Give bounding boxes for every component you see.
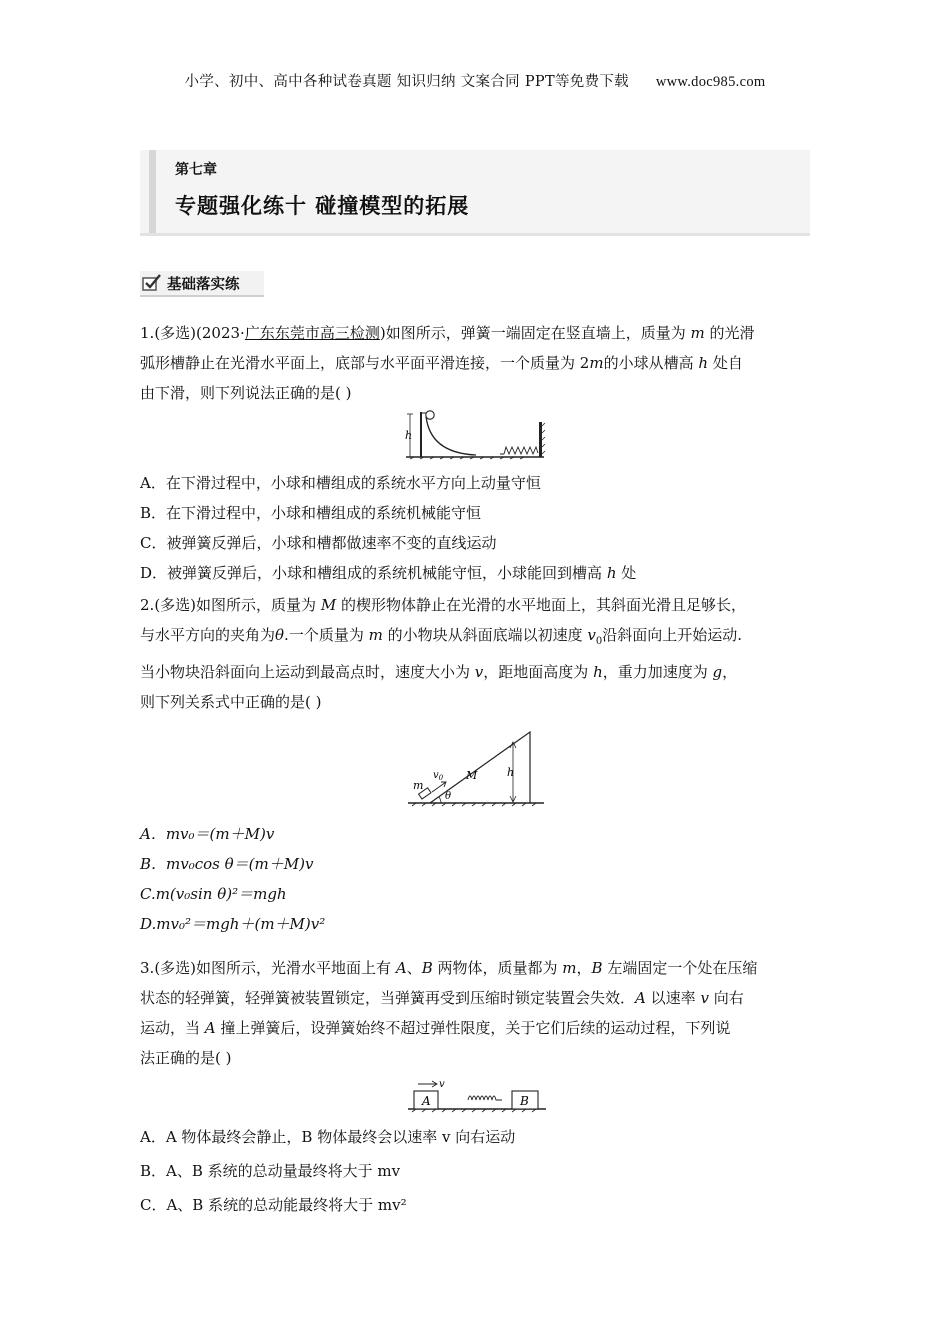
fig1-h-label: h	[405, 429, 413, 442]
question-3-options	[140, 1122, 820, 1220]
fig1-ball	[426, 411, 434, 419]
svg-text:M: M	[466, 769, 478, 782]
q2-option-d[interactable]: D.mv₀²＝mgh＋(m＋M)v²	[140, 915, 326, 933]
q3-option-a[interactable]: A．A 物体最终会静止，B 物体最终会以速率 v 向右运动	[140, 1128, 516, 1146]
q1-option-c[interactable]: C．被弹簧反弹后，小球和槽都做速率不变的直线运动	[140, 534, 497, 552]
checkbox-check-icon	[142, 274, 162, 292]
header-url[interactable]: www.doc985.com	[655, 74, 766, 90]
svg-text:θ: θ	[445, 791, 452, 802]
question-3-stem: 3.(多选)如图所示，光滑水平地面上有 A、B 两物体，质量都为 m，B 左端固定一个处在压缩 状态的轻弹簧，轻弹簧被装置锁定，当弹簧再受到压缩时锁定装置会失效．A 以速率 v 向右 运动，当 A 撞上弹簧后，设弹簧始终不超过弹性限度，关于它们后续的运动过程，下列说 法正确的是( )	[140, 959, 758, 1067]
svg-text:B: B	[520, 1094, 529, 1108]
figure-arc-slot-spring	[404, 408, 546, 460]
svg-text:v0: $v_0$	[433, 770, 444, 782]
svg-text:A: A	[422, 1094, 431, 1108]
chapter-banner	[140, 150, 810, 236]
svg-text:h: h	[507, 766, 515, 779]
q3-option-b[interactable]: B．A、B 系统的总动量最终将大于 mv	[140, 1162, 401, 1180]
question-2-options	[140, 819, 820, 939]
banner-underline	[140, 233, 810, 236]
section-heading	[140, 271, 264, 297]
q2-option-b[interactable]: B．mv₀cos θ＝(m＋M)v	[140, 855, 314, 873]
svg-text:m: m	[413, 779, 424, 792]
q1-option-d[interactable]: D．被弹簧反弹后，小球和槽组成的系统机械能守恒，小球能回到槽高 h 处	[140, 564, 637, 582]
chapter-title: 专题强化练十 碰撞模型的拓展	[175, 194, 470, 218]
banner-accent-bar	[149, 150, 156, 236]
chapter-label: 第七章	[175, 162, 217, 178]
q1-option-a[interactable]: A．在下滑过程中，小球和槽组成的系统水平方向上动量守恒	[140, 474, 541, 492]
figure-wedge	[408, 728, 548, 808]
q1-option-b[interactable]: B．在下滑过程中，小球和槽组成的系统机械能守恒	[140, 504, 482, 522]
q3-option-c[interactable]: C．A、B 系统的总动能最终将大于 mv²	[140, 1196, 407, 1214]
q2-option-c[interactable]: C.m(v₀sin θ)²＝mgh	[140, 885, 287, 903]
question-1-stem: 1.(多选)(2023·广东东莞市高三检测)如图所示，弹簧一端固定在竖直墙上，质量为 m 的光滑 弧形槽静止在光滑水平面上，底部与水平面平滑连接，一个质量为 2m的小球从槽高 h 处自 由下滑，则下列说法正确的是( )	[140, 324, 755, 402]
question-2-stem: 2.(多选)如图所示，质量为 M 的楔形物体静止在光滑的水平地面上，其斜面光滑且足够长， 与水平方向的夹角为θ.一个质量为 m 的小物块从斜面底端以初速度 $v_0$沿斜面向上开始运动. 当小物块沿斜面向上运动到最高点时，速度大小为 v，距地面高度为 h，重力加速度为 g， 则下列关系式中正确的是( )	[140, 596, 746, 711]
question-1-options	[140, 468, 820, 588]
q2-option-a[interactable]: A．mv₀＝(m＋M)v	[140, 825, 275, 843]
header-site-text: 小学、初中、高中各种试卷真题 知识归纳 文案合同 PPT等免费下载	[184, 74, 629, 90]
figure-blocks-spring	[406, 1078, 548, 1114]
page-header	[0, 70, 950, 91]
svg-text:v: v	[439, 1079, 445, 1090]
section-label: 基础落实练	[167, 277, 240, 293]
